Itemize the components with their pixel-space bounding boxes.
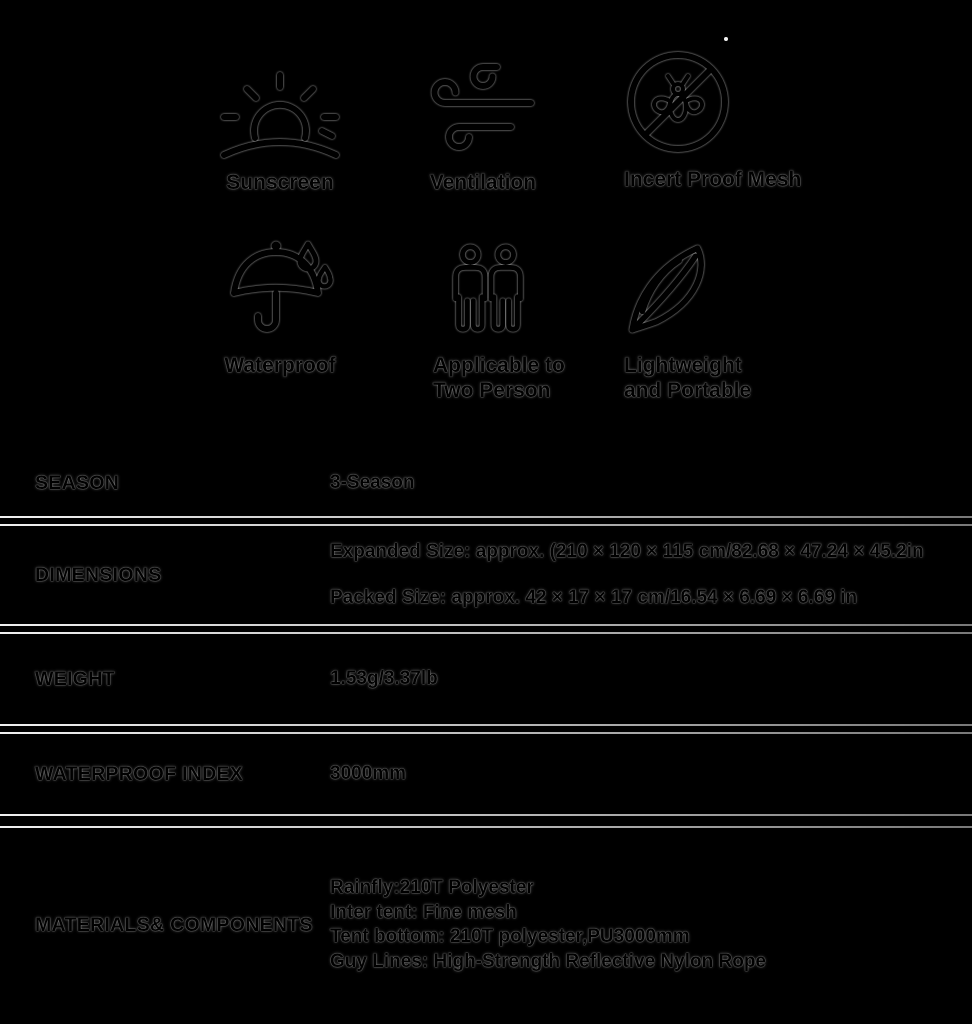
no-insect-icon	[622, 40, 812, 164]
feature-waterproof	[200, 226, 360, 379]
feature-two-person	[403, 226, 573, 403]
feature-label	[200, 354, 360, 379]
spec-value: Packed Size: approx. 42 × 17 × 17 cm/16.54 × 6.69 × 6.69 in	[330, 587, 858, 608]
spec-values	[330, 876, 972, 974]
feature-lightweight	[622, 226, 812, 403]
feature-label-line: Ventilation	[429, 171, 537, 194]
spec-label: DIMENSIONS	[35, 563, 162, 586]
spec-value: Tent bottom: 210T polyester,PU3000mm	[330, 926, 690, 947]
feature-label-line: and Portable	[624, 378, 752, 402]
spec-row-weight	[0, 632, 972, 726]
spec-value: 3-Season	[330, 471, 415, 493]
spec-values	[330, 667, 972, 692]
spec-row-dimensions	[0, 524, 972, 626]
spec-values	[330, 471, 972, 496]
spec-value: Expanded Size: approx. (210 × 120 × 115 cm/82.68 × 47.24 × 45.2in	[330, 540, 924, 562]
spec-row-materials	[0, 826, 972, 1024]
spec-value: 3000mm	[330, 762, 407, 784]
spec-label: MATERIALS& COMPONENTS	[35, 913, 313, 936]
feature-label	[200, 171, 360, 196]
feature-label-line: Incert Proof Mesh	[624, 168, 802, 191]
spec-value: Inter tent: Fine mesh	[330, 901, 517, 923]
spec-label: WEIGHT	[35, 667, 115, 690]
spec-label: WATERPROOF INDEX	[35, 762, 244, 785]
feature-ventilation	[403, 45, 563, 196]
spec-values	[330, 540, 972, 611]
spec-value: 1.53g/3.37lb	[330, 667, 438, 689]
feature-label-line: Lightweight	[624, 354, 742, 377]
spec-label: SEASON	[35, 471, 120, 494]
spec-row-season	[0, 448, 972, 518]
two-person-icon	[403, 226, 573, 352]
spec-table	[0, 448, 972, 1024]
feature-label	[403, 171, 563, 196]
feather-icon	[622, 226, 812, 352]
feature-sunscreen	[200, 45, 360, 196]
feature-label	[403, 354, 573, 403]
feature-label-line: Waterproof	[224, 354, 336, 377]
sun-icon	[200, 45, 360, 169]
feature-label-line: Applicable to	[433, 354, 565, 377]
spec-row-waterproof-index	[0, 732, 972, 816]
feature-label	[622, 168, 812, 193]
spec-value: Guy Lines: High-Strength Reflective Nylon Rope	[330, 950, 766, 972]
feature-label	[622, 354, 812, 403]
feature-insect-proof-mesh	[622, 40, 812, 193]
feature-label-line: Sunscreen	[226, 171, 334, 194]
feature-label-line: Two Person	[433, 378, 551, 402]
spec-values	[330, 762, 972, 787]
umbrella-rain-icon	[200, 226, 360, 352]
spec-value: Rainfly:210T Polyester	[330, 877, 534, 898]
wind-icon	[403, 45, 563, 169]
